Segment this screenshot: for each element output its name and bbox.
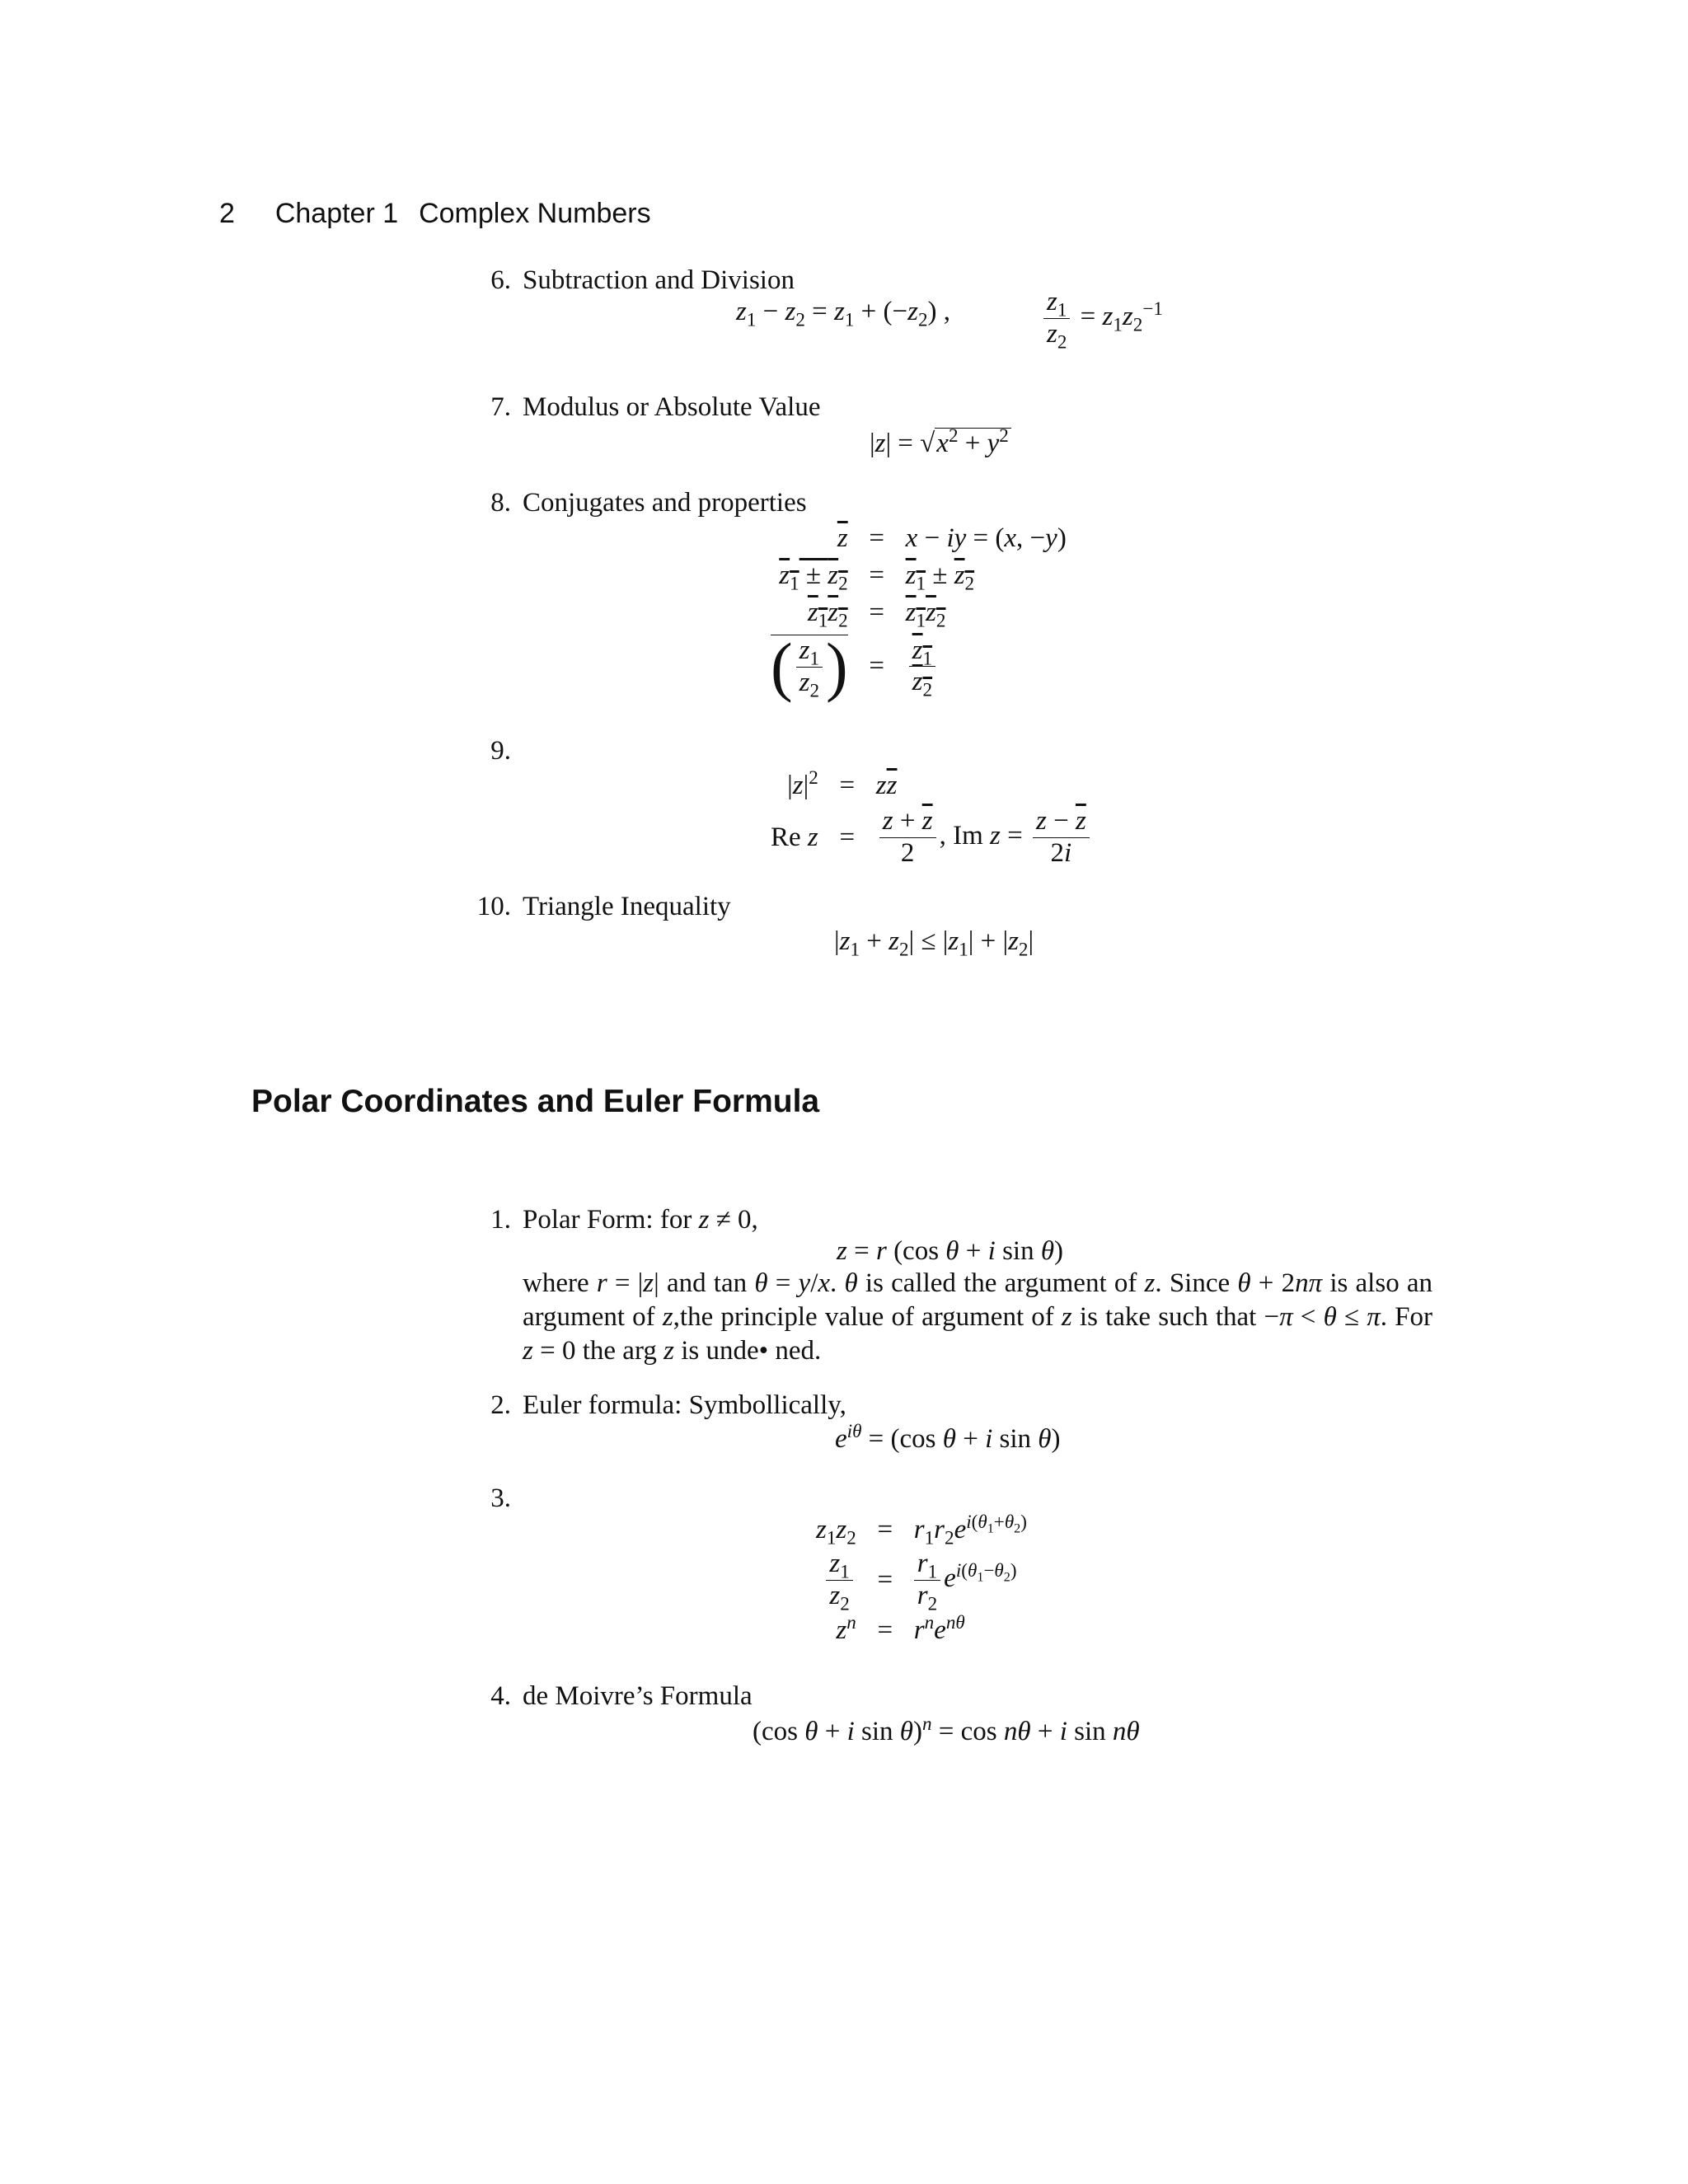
item-number: 7. bbox=[490, 392, 511, 422]
chapter-title: Complex Numbers bbox=[419, 198, 651, 229]
item-number: 8. bbox=[490, 488, 511, 518]
text-principle: ,the principle value of argument of bbox=[673, 1302, 1054, 1332]
equations-polar-operations: $z_1z_2$ = $r_1r_2e^{i(\theta_1+\theta_2)}$ $\frac{z_1}{z_2}$ = $\frac{r_1}{r_2}$ $e^{i(\theta_1-\theta_2)}$ $z^n$ = $r^ne^{n\theta}$ bbox=[816, 1511, 1027, 1645]
item-number: 6. bbox=[490, 265, 511, 295]
equation-triangle-inequality: $|z_1 + z_2| \le |z_1| + |z_2|$ bbox=[834, 926, 1034, 960]
item-title: Conjugates and properties bbox=[523, 488, 807, 518]
text-where: where bbox=[523, 1268, 589, 1298]
item-title: Subtraction and Division bbox=[523, 265, 795, 295]
text-is-also: is also bbox=[1329, 1268, 1400, 1298]
text-undefined: is unde• ned. bbox=[681, 1336, 822, 1366]
equations-modulus-real-imag: $|z|^2$ = $z\overline{z}$ Re z = $\frac{z + \overline{z}}{2}$ , Im z = $\frac{z - \overline{z}}{2i}$ bbox=[771, 771, 1093, 869]
item-title: de Moivre’s Formula bbox=[523, 1681, 753, 1711]
item-title: Modulus or Absolute Value bbox=[523, 392, 821, 422]
text-an-argument-of: an argument of bbox=[523, 1268, 1433, 1332]
equation-de-moivre: (cos θ + i sin θ)$^n$ = cos nθ + i sin nθ bbox=[753, 1713, 1140, 1746]
page-header bbox=[219, 198, 651, 230]
item-number: 9. bbox=[490, 736, 511, 766]
item-number: 3. bbox=[490, 1483, 511, 1513]
item-title: Triangle Inequality bbox=[523, 892, 731, 921]
text-the: the bbox=[582, 1336, 617, 1366]
text-called-argument: is called the argument of bbox=[865, 1268, 1137, 1298]
equation-division: $\frac{z_1}{z_2}$ = $z_1z_2^{-1}$ bbox=[1040, 287, 1163, 350]
page-number: 2 bbox=[219, 198, 235, 229]
item-number: 4. bbox=[490, 1681, 511, 1711]
equation-polar-form: z = r (cos θ + i sin θ) bbox=[837, 1236, 1064, 1266]
equation-modulus: $|z| = √x^2 + y^2$ bbox=[870, 429, 1011, 459]
polar-description: where r = |z| and tan θ = y/x. θ is called the argument of z. Since θ + 2nπ is also an argument of z,the principle value of argument of z is take such that −π < θ ≤ π. For z = 0 the arg z is unde• ned. bbox=[523, 1268, 1433, 1366]
item-number: 1. bbox=[490, 1205, 511, 1235]
text-and: and bbox=[666, 1268, 706, 1298]
equations-conjugates: $\overline{z}$ = x − iy = (x, −y) $z_1 \pm z_2$ = $z_1 \pm z_2$ $z_1z_2$ = $z_1z_2$ ( $\frac{z_1}{z_2}$ ) = $\frac{z_1}{z_2}$ bbox=[771, 523, 1067, 704]
equation-euler: $e^{i\theta} = (\cos$ θ + i sin θ) bbox=[835, 1420, 1061, 1454]
text-since: Since bbox=[1169, 1268, 1231, 1298]
item-title: Euler formula: Symbollically, bbox=[523, 1390, 846, 1420]
section-heading: Polar Coordinates and Euler Formula bbox=[251, 1084, 820, 1119]
text-take-such: is take such that bbox=[1079, 1302, 1257, 1332]
item-number: 10. bbox=[476, 892, 511, 921]
text-for: For bbox=[1395, 1302, 1432, 1332]
polar-form-label: Polar Form: for bbox=[523, 1205, 692, 1235]
chapter-label: Chapter 1 bbox=[274, 198, 399, 229]
equation-subtraction: $z_1 - z_2 = z_1 + (-z_2)$ , bbox=[736, 297, 951, 330]
item-number: 2. bbox=[490, 1390, 511, 1420]
item-title: Polar Form: for z ≠ 0, bbox=[523, 1205, 758, 1235]
